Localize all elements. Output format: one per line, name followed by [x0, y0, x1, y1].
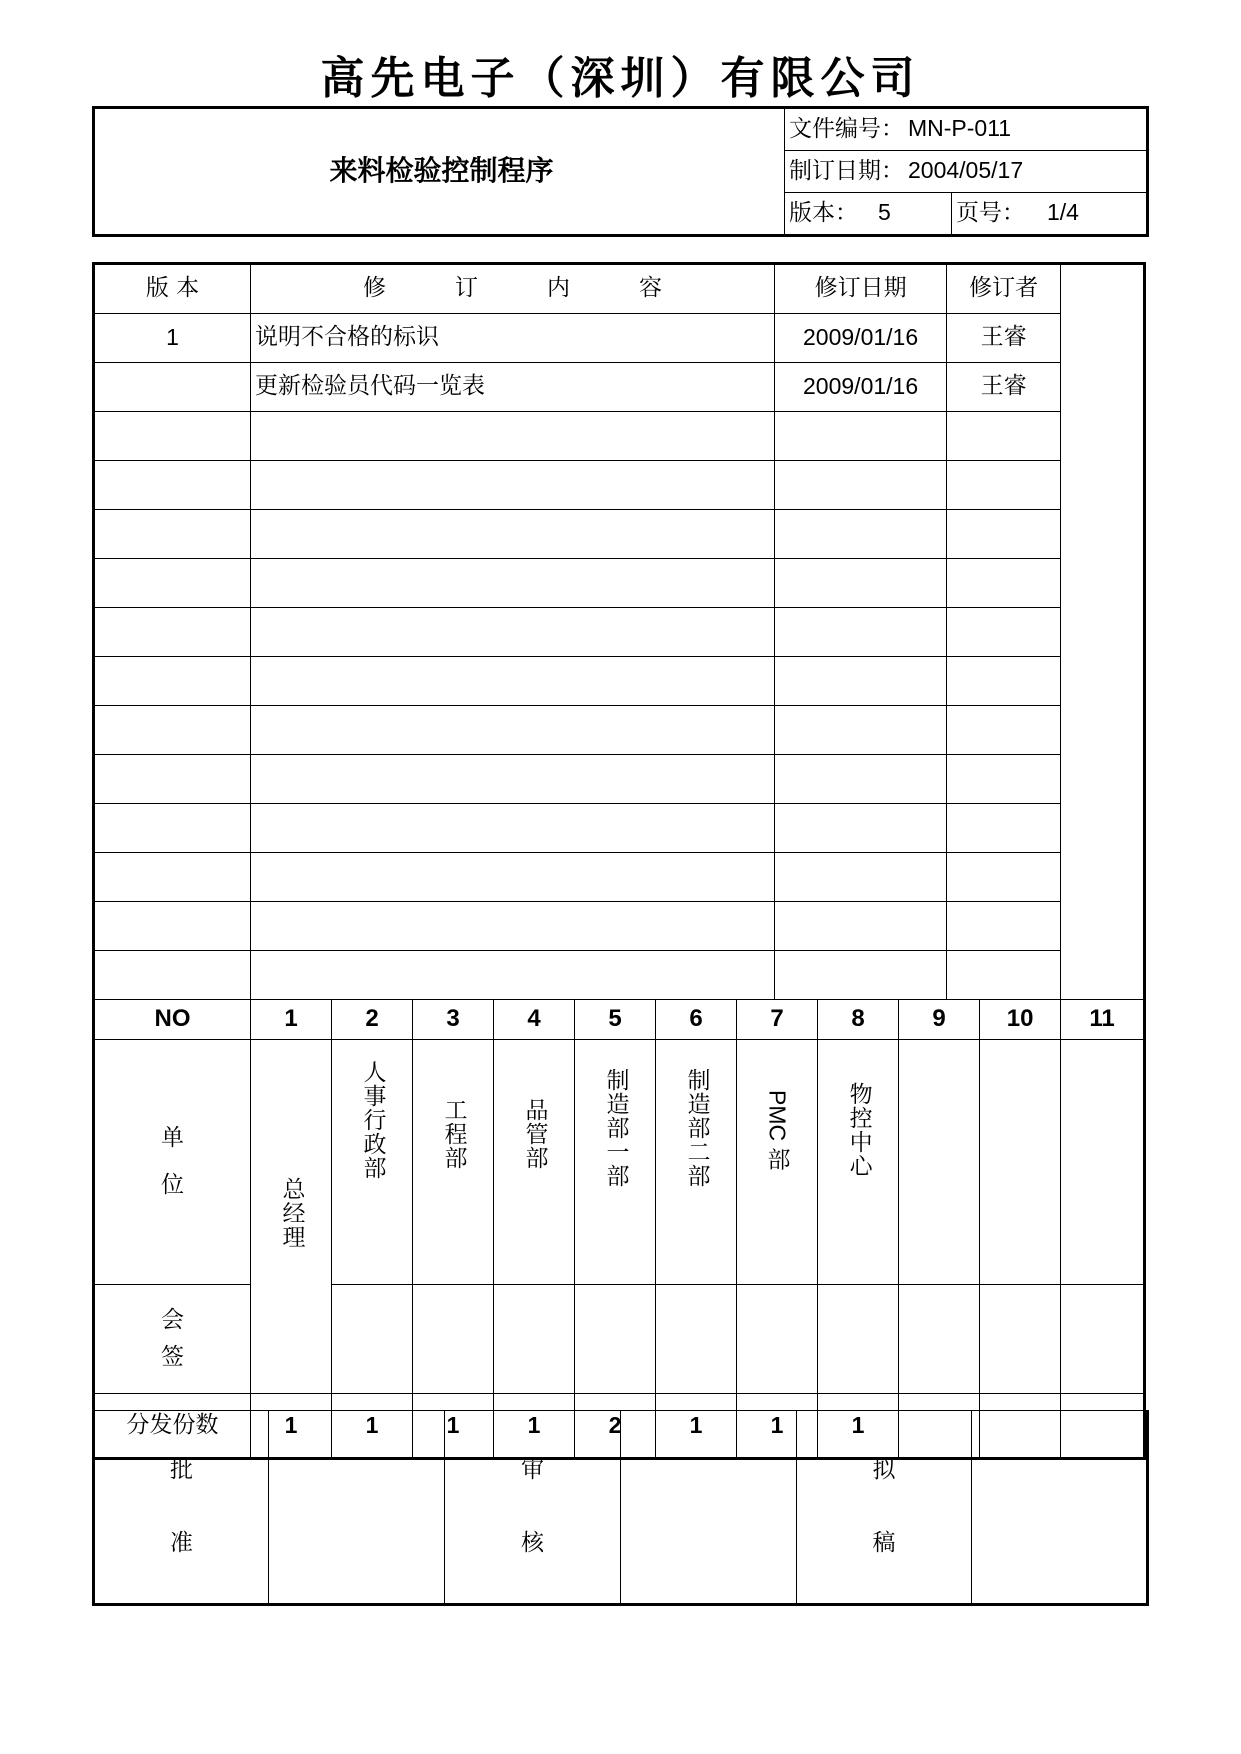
- issue-date-field: [785, 151, 1148, 193]
- revision-row-empty: [94, 559, 1145, 608]
- distribution-number: 5: [575, 1000, 656, 1040]
- issue-date-value: 2004/05/17: [908, 157, 1024, 184]
- approval-row: [94, 1411, 1148, 1605]
- document-title: 来料检验控制程序: [94, 108, 785, 236]
- revision-row-empty: [94, 755, 1145, 804]
- revision-row-empty: [94, 853, 1145, 902]
- unit-empty-9: [899, 1040, 980, 1285]
- countersign-cell[interactable]: [899, 1285, 980, 1394]
- review-signature[interactable]: [621, 1411, 797, 1605]
- revision-row-empty: [94, 951, 1145, 1000]
- countersign-cell[interactable]: [332, 1285, 413, 1394]
- document-header: [92, 106, 1149, 237]
- revision-row-empty: [94, 902, 1145, 951]
- copies-value: 1: [818, 1394, 899, 1459]
- revision-content: 更新检验员代码一览表: [251, 363, 775, 412]
- revision-distribution-form: [92, 262, 1146, 1460]
- revision-header-row: [94, 264, 1145, 314]
- countersign-cell[interactable]: [737, 1285, 818, 1394]
- file-number-label: 文件编号：: [789, 116, 904, 143]
- copies-value: 1: [413, 1394, 494, 1459]
- distribution-number: 10: [980, 1000, 1061, 1040]
- revision-date: 2009/01/16: [775, 363, 947, 412]
- revision-version-header: 版 本: [94, 264, 251, 314]
- unit-engineering: 工程部: [413, 1040, 494, 1285]
- revision-row: [94, 314, 1145, 363]
- revision-version: 1: [94, 314, 251, 363]
- countersign-cell[interactable]: [656, 1285, 737, 1394]
- review-label: 审 核: [445, 1411, 621, 1605]
- page-value: 1/4: [1047, 199, 1079, 226]
- distribution-number: 4: [494, 1000, 575, 1040]
- version-label: 版本：: [789, 200, 858, 227]
- revision-row-empty: [94, 706, 1145, 755]
- unit-hr-admin: 人事行政部: [332, 1040, 413, 1285]
- countersign-cell[interactable]: [494, 1285, 575, 1394]
- version-value: 5: [878, 199, 891, 226]
- file-number-value: MN-P-011: [908, 115, 1012, 142]
- unit-label: 单 位: [94, 1040, 251, 1285]
- revision-row-empty: [94, 804, 1145, 853]
- unit-empty-10: [980, 1040, 1061, 1285]
- revision-row-empty: [94, 461, 1145, 510]
- revision-version: [94, 363, 251, 412]
- distribution-number-row: [94, 1000, 1145, 1040]
- company-title: 高先电子（深圳）有限公司: [320, 53, 921, 104]
- revision-content-header: 修 订 内 容: [251, 264, 775, 314]
- copies-value: 1: [332, 1394, 413, 1459]
- unit-general-manager: 总经理: [251, 1040, 332, 1394]
- distribution-number: 7: [737, 1000, 818, 1040]
- distribution-number: 9: [899, 1000, 980, 1040]
- no-label: NO: [94, 1000, 251, 1040]
- revision-row-empty: [94, 608, 1145, 657]
- distribution-number: 2: [332, 1000, 413, 1040]
- distribution-number: 11: [1061, 1000, 1145, 1040]
- copies-label: 分发份数: [94, 1394, 251, 1459]
- approve-label: 批 准: [94, 1411, 269, 1605]
- issue-date-label: 制订日期：: [789, 158, 904, 185]
- revision-reviser-header: 修订者: [947, 264, 1061, 314]
- copies-value: 1: [737, 1394, 818, 1459]
- unit-manufacturing-2: 制造部二部: [656, 1040, 737, 1285]
- distribution-number: 1: [251, 1000, 332, 1040]
- revision-row: [94, 363, 1145, 412]
- page-field: [952, 193, 1148, 236]
- distribution-unit-row: [94, 1040, 1145, 1285]
- distribution-number: 6: [656, 1000, 737, 1040]
- countersign-label: 会 签: [94, 1285, 251, 1394]
- revision-content: 说明不合格的标识: [251, 314, 775, 363]
- approve-signature[interactable]: [269, 1411, 445, 1605]
- draft-label: 拟 稿: [797, 1411, 972, 1605]
- countersign-cell[interactable]: [413, 1285, 494, 1394]
- unit-manufacturing-1: 制造部一部: [575, 1040, 656, 1285]
- revision-date-header: 修订日期: [775, 264, 947, 314]
- revision-row-empty: [94, 657, 1145, 706]
- copies-value: 1: [494, 1394, 575, 1459]
- revision-row-empty: [94, 412, 1145, 461]
- countersign-cell[interactable]: [1061, 1285, 1145, 1394]
- countersign-cell[interactable]: [980, 1285, 1061, 1394]
- page-label: 页号：: [956, 200, 1025, 227]
- copies-value: 2: [575, 1394, 656, 1459]
- unit-empty-11: [1061, 1040, 1145, 1285]
- draft-signature[interactable]: [972, 1411, 1148, 1605]
- countersign-cell[interactable]: [575, 1285, 656, 1394]
- distribution-number: 3: [413, 1000, 494, 1040]
- unit-material-control: 物控中心: [818, 1040, 899, 1285]
- revision-reviser: 王睿: [947, 363, 1061, 412]
- copies-value: 1: [251, 1394, 332, 1459]
- revision-row-empty: [94, 510, 1145, 559]
- copies-value: 1: [656, 1394, 737, 1459]
- version-field: [785, 193, 952, 236]
- unit-pmc: PMC 部: [737, 1040, 818, 1285]
- revision-reviser: 王睿: [947, 314, 1061, 363]
- revision-date: 2009/01/16: [775, 314, 947, 363]
- approval-block: [92, 1410, 1149, 1606]
- unit-quality: 品管部: [494, 1040, 575, 1285]
- countersign-cell[interactable]: [818, 1285, 899, 1394]
- file-number-field: [785, 108, 1148, 151]
- distribution-number: 8: [818, 1000, 899, 1040]
